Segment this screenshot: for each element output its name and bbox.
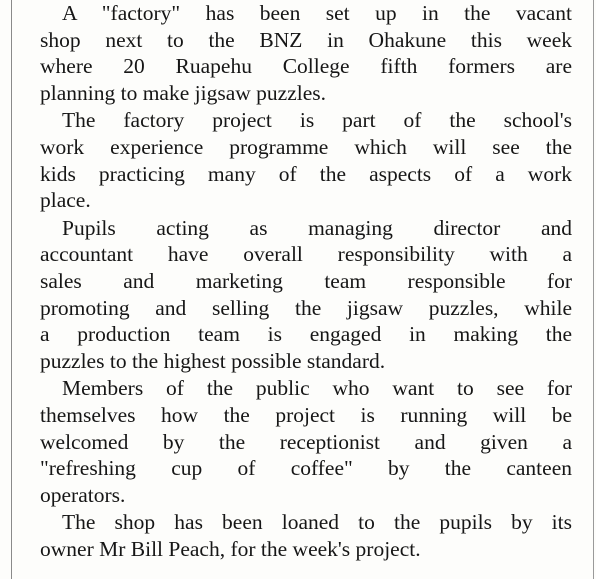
article-paragraph: [40, 107, 572, 213]
article-line: a production team is engaged in making the: [40, 322, 572, 347]
article-line: puzzles to the highest possible standard.: [40, 348, 386, 373]
article-line: The factory project is part of the school's: [62, 108, 572, 133]
article-line: promoting and selling the jigsaw puzzles, while: [40, 295, 572, 320]
article-line: work experience programme which will see the: [40, 134, 572, 159]
article-line: The shop has been loaned to the pupils by its: [62, 510, 572, 535]
article-paragraph: [40, 0, 572, 106]
article-line: place.: [40, 188, 91, 213]
article-line: welcomed by the receptionist and given a: [40, 429, 572, 454]
article-line: shop next to the BNZ in Ohakune this week: [40, 27, 572, 52]
article-line: A "factory" has been set up in the vacant: [62, 1, 572, 25]
article-line: "refreshing cup of coffee" by the canteen: [40, 456, 572, 481]
article-column: [40, 0, 572, 563]
article-line: Members of the public who want to see for: [62, 376, 572, 401]
article-line: Pupils acting as managing director and: [62, 215, 572, 240]
article-line: kids practicing many of the aspects of a work: [40, 161, 572, 186]
article-paragraph: [40, 375, 572, 508]
article-line: owner Mr Bill Peach, for the week's project.: [40, 536, 421, 561]
article-line: operators.: [40, 482, 126, 507]
column-rule-left: [11, 0, 12, 579]
article-line: accountant have overall responsibility with a: [40, 242, 572, 267]
article-paragraph: [40, 215, 572, 375]
article-line: sales and marketing team responsible for: [40, 268, 572, 293]
article-line: themselves how the project is running will be: [40, 402, 572, 427]
article-line: where 20 Ruapehu College fifth formers are: [40, 54, 572, 79]
article-line: planning to make jigsaw puzzles.: [40, 80, 326, 105]
article-paragraph: [40, 509, 572, 562]
column-rule-right: [593, 0, 594, 579]
